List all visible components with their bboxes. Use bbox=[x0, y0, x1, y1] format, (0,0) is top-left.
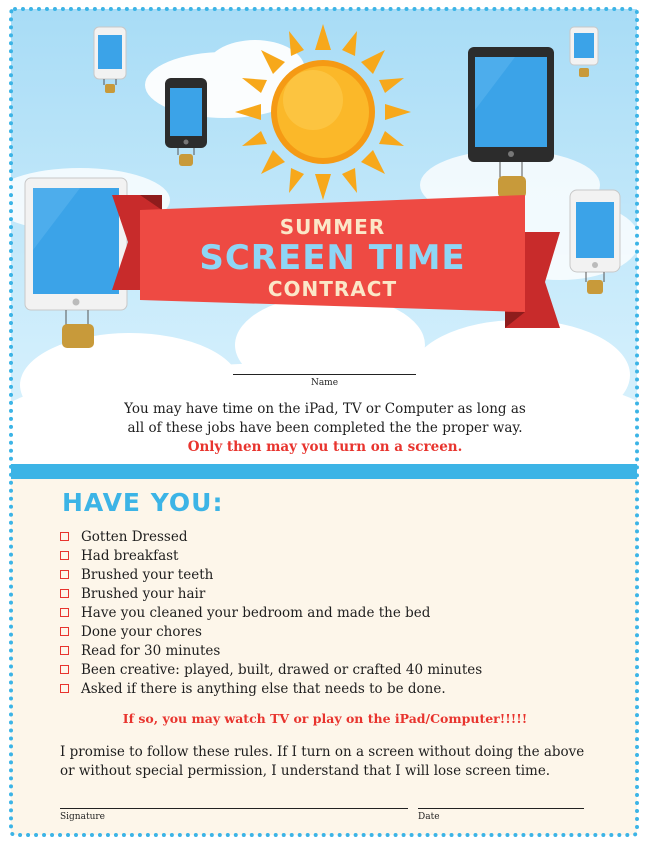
list-item bbox=[60, 641, 482, 660]
signature-line[interactable] bbox=[60, 808, 408, 809]
list-item bbox=[60, 584, 482, 603]
checkbox[interactable] bbox=[60, 570, 69, 579]
list-item-label: Read for 30 minutes bbox=[81, 642, 221, 659]
list-item-label: Have you cleaned your bedroom and made the bed bbox=[81, 604, 431, 621]
title-line-2: SCREEN TIME bbox=[199, 238, 466, 278]
name-line[interactable] bbox=[233, 374, 416, 375]
list-item-label: Brushed your hair bbox=[81, 585, 206, 602]
intro-line-1: You may have time on the iPad, TV or Computer as long as bbox=[124, 401, 526, 417]
list-item bbox=[60, 679, 482, 698]
title-text bbox=[140, 215, 525, 301]
checkbox[interactable] bbox=[60, 665, 69, 674]
list-item-label: Had breakfast bbox=[81, 547, 179, 564]
intro-text bbox=[60, 400, 590, 457]
checklist-heading: HAVE YOU: bbox=[62, 488, 224, 517]
date-label: Date bbox=[418, 812, 440, 822]
list-item bbox=[60, 527, 482, 546]
phone-balloon-icon bbox=[165, 78, 207, 166]
phone-balloon-icon bbox=[94, 27, 126, 93]
list-item-label: Asked if there is anything else that needs to be done. bbox=[81, 680, 446, 697]
checkbox[interactable] bbox=[60, 646, 69, 655]
checkbox[interactable] bbox=[60, 627, 69, 636]
title-line-1: SUMMER bbox=[279, 215, 386, 239]
checkbox[interactable] bbox=[60, 684, 69, 693]
list-item-label: Done your chores bbox=[81, 623, 202, 640]
phone-balloon-icon bbox=[570, 27, 598, 77]
list-item-label: Brushed your teeth bbox=[81, 566, 214, 583]
intro-line-3: Only then may you turn on a screen. bbox=[187, 439, 463, 455]
signature-label: Signature bbox=[60, 812, 106, 822]
checkbox[interactable] bbox=[60, 608, 69, 617]
promise-text bbox=[60, 743, 600, 781]
list-item bbox=[60, 603, 482, 622]
list-item-label: Gotten Dressed bbox=[81, 528, 188, 545]
section-divider bbox=[11, 464, 637, 479]
name-label: Name bbox=[310, 378, 339, 388]
title-line-3: CONTRACT bbox=[267, 277, 398, 301]
checkbox[interactable] bbox=[60, 589, 69, 598]
list-item bbox=[60, 546, 482, 565]
list-item-label: Been creative: played, built, drawed or crafted 40 minutes bbox=[81, 661, 483, 678]
checkbox[interactable] bbox=[60, 551, 69, 560]
checkbox[interactable] bbox=[60, 532, 69, 541]
list-item bbox=[60, 622, 482, 641]
list-item bbox=[60, 565, 482, 584]
intro-line-2: all of these jobs have been completed the the proper way. bbox=[127, 420, 523, 436]
checklist bbox=[60, 527, 482, 698]
tablet-balloon-icon bbox=[25, 178, 127, 348]
promise-line-1: I promise to follow these rules. If I turn on a screen without doing the above bbox=[60, 744, 585, 760]
date-line[interactable] bbox=[418, 808, 584, 809]
if-so-note: If so, you may watch TV or play on the iPad/Computer!!!!! bbox=[122, 711, 528, 726]
list-item bbox=[60, 660, 482, 679]
promise-line-2: or without special permission, I understand that I will lose screen time. bbox=[60, 763, 551, 779]
